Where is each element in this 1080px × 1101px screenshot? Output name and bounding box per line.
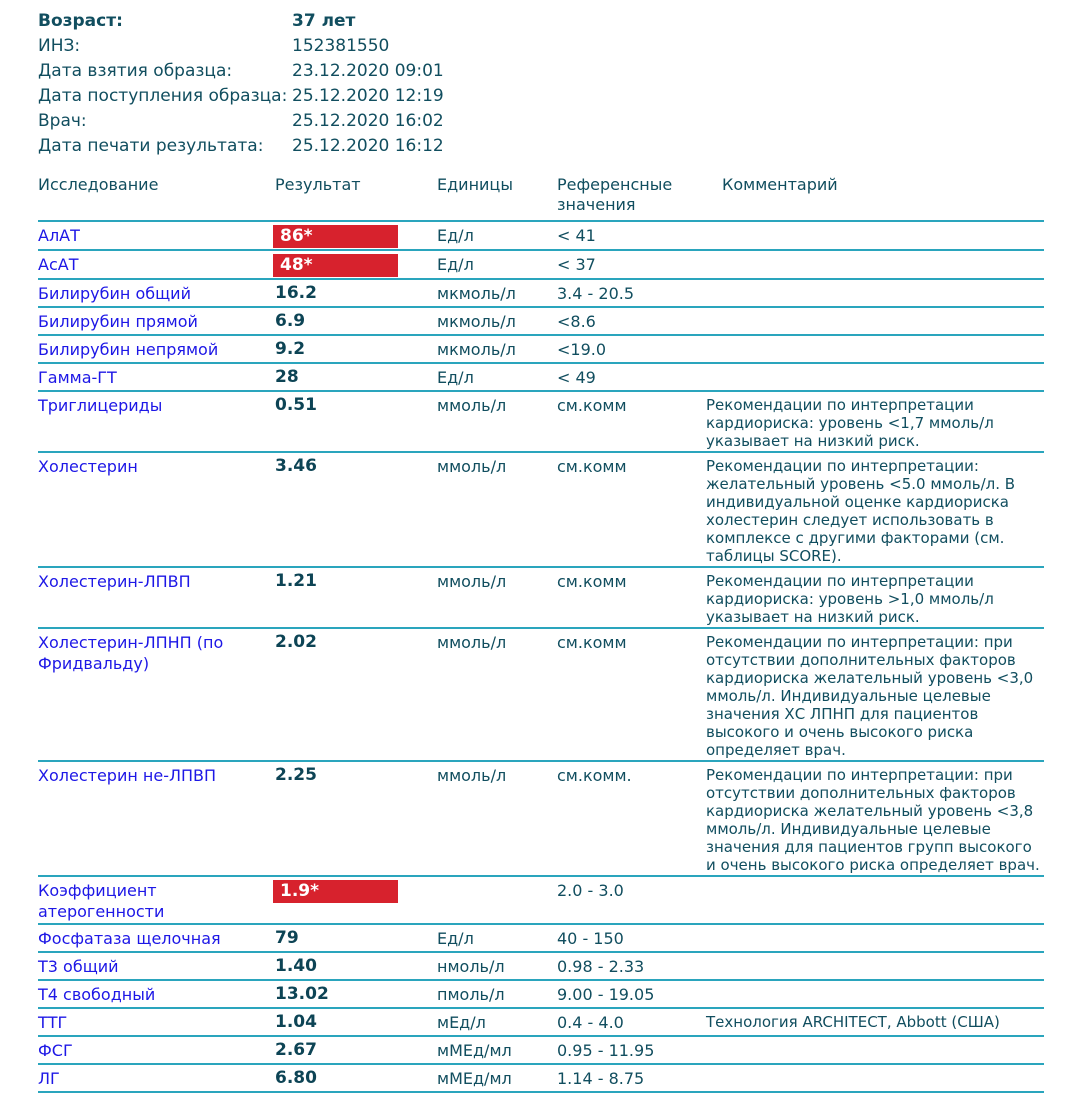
units-cell: ммоль/л <box>437 633 507 652</box>
comment-cell: Рекомендации по интерпретации кардиориска: уровень <1,7 ммоль/л указывает на низкий риск. <box>706 396 994 450</box>
result-cell <box>275 1040 437 1061</box>
table-header-row <box>38 175 1044 220</box>
result-cell <box>275 1068 437 1089</box>
result-value: 0.51 <box>275 395 317 415</box>
info-row <box>38 84 1044 109</box>
table-row <box>38 760 1044 875</box>
abnormal-result-highlight: 1.9* <box>273 880 398 903</box>
info-label: ИНЗ: <box>38 36 81 56</box>
reference-range-cell: 1.14 - 8.75 <box>557 1069 645 1088</box>
reference-range-cell: <19.0 <box>557 340 607 359</box>
comment-cell: Технология ARCHITECT, Abbott (США) <box>706 1013 1000 1031</box>
result-cell <box>275 632 437 653</box>
comment-cell: Рекомендации по интерпретации: желательный уровень <5.0 ммоль/л. В индивидуальной оценке кардиориска холестерин следует использовать в комплексе с другими факторами (см. таблицы SCORE). <box>706 457 1016 565</box>
table-row <box>38 1007 1044 1035</box>
table-row <box>38 923 1044 951</box>
result-value: 2.02 <box>275 632 317 652</box>
comment-cell <box>706 254 1044 255</box>
table-row <box>38 979 1044 1007</box>
header-comment: Комментарий <box>722 175 838 194</box>
result-value: 1.40 <box>275 956 317 976</box>
table-row <box>38 1035 1044 1063</box>
units-cell: ммоль/л <box>437 457 507 476</box>
test-name: ТТГ <box>38 1013 68 1032</box>
comment-cell <box>706 283 1044 284</box>
header-test: Исследование <box>38 175 159 194</box>
table-row <box>38 627 1044 760</box>
reference-range-cell: 2.0 - 3.0 <box>557 881 624 900</box>
info-row <box>38 9 1044 34</box>
info-value: 25.12.2020 16:12 <box>292 136 444 156</box>
table-row <box>38 334 1044 362</box>
reference-range-cell: 0.95 - 11.95 <box>557 1041 655 1060</box>
result-cell <box>275 254 437 277</box>
info-value: 23.12.2020 09:01 <box>292 61 444 81</box>
reference-range-cell: см.комм <box>557 396 627 415</box>
comment-cell <box>706 956 1044 957</box>
reference-range-cell: 40 - 150 <box>557 929 624 948</box>
test-name: АсАТ <box>38 255 79 274</box>
reference-range-cell: < 37 <box>557 255 596 274</box>
units-cell: Ед/л <box>437 929 474 948</box>
result-cell <box>275 367 437 388</box>
result-value: 1.21 <box>275 571 317 591</box>
header-result: Результат <box>275 175 361 194</box>
units-cell: нмоль/л <box>437 957 505 976</box>
units-cell: мМЕд/мл <box>437 1041 512 1060</box>
test-name: Фосфатаза щелочная <box>38 929 221 948</box>
test-name: Холестерин <box>38 457 138 476</box>
comment-cell: Рекомендации по интерпретации: при отсутствии дополнительных факторов кардиориска желательный уровень <3,8 ммоль/л. Индивидуальные целевые значения для пациентов групп высокого и очень высокого риска определяет врач. <box>706 766 1040 874</box>
units-cell: ммоль/л <box>437 572 507 591</box>
abnormal-result-highlight: 48* <box>273 254 398 277</box>
test-name: Холестерин-ЛПВП <box>38 572 191 591</box>
reference-range-cell: 9.00 - 19.05 <box>557 985 655 1004</box>
result-value: 3.46 <box>275 456 317 476</box>
comment-cell <box>706 367 1044 368</box>
result-cell <box>275 984 437 1005</box>
units-cell: мкмоль/л <box>437 284 516 303</box>
table-row <box>38 249 1044 278</box>
reference-range-cell: см.комм <box>557 572 627 591</box>
result-value: 28 <box>275 367 299 387</box>
comment-cell <box>706 880 1044 881</box>
reference-range-cell: 0.4 - 4.0 <box>557 1013 624 1032</box>
result-cell <box>275 880 437 903</box>
comment-cell <box>706 1040 1044 1041</box>
comment-cell <box>706 928 1044 929</box>
result-cell <box>275 765 437 786</box>
result-value: 79 <box>275 928 299 948</box>
comment-cell <box>706 311 1044 312</box>
header-reference: Референсные значения <box>557 175 673 214</box>
result-cell <box>275 1012 437 1033</box>
info-value: 37 лет <box>292 11 356 31</box>
units-cell: мкмоль/л <box>437 312 516 331</box>
info-row <box>38 34 1044 59</box>
reference-range-cell: см.комм. <box>557 766 632 785</box>
info-label: Дата взятия образца: <box>38 61 233 81</box>
result-value: 1.04 <box>275 1012 317 1032</box>
results-table <box>38 175 1044 1093</box>
abnormal-result-highlight: 86* <box>273 225 398 248</box>
test-name: Т3 общий <box>38 957 119 976</box>
reference-range-cell: <8.6 <box>557 312 596 331</box>
table-row <box>38 362 1044 390</box>
result-value: 9.2 <box>275 339 306 359</box>
info-label: Дата поступления образца: <box>38 86 288 106</box>
test-name: Билирубин непрямой <box>38 340 219 359</box>
units-cell: Ед/л <box>437 368 474 387</box>
info-label: Возраст: <box>38 11 123 31</box>
result-value: 16.2 <box>275 283 317 303</box>
reference-range-cell: см.комм <box>557 457 627 476</box>
units-cell: ммоль/л <box>437 396 507 415</box>
comment-cell <box>706 1068 1044 1069</box>
test-name: ЛГ <box>38 1069 60 1088</box>
test-name: ФСГ <box>38 1041 73 1060</box>
info-value: 152381550 <box>292 36 390 56</box>
info-label: Врач: <box>38 111 87 131</box>
units-cell: Ед/л <box>437 255 474 274</box>
reference-range-cell: < 41 <box>557 226 596 245</box>
comment-cell <box>706 339 1044 340</box>
units-cell: мЕд/л <box>437 1013 486 1032</box>
units-cell: Ед/л <box>437 226 474 245</box>
units-cell: ммоль/л <box>437 766 507 785</box>
reference-range-cell: 3.4 - 20.5 <box>557 284 635 303</box>
test-name: АлАТ <box>38 226 80 245</box>
result-cell <box>275 571 437 592</box>
result-value: 13.02 <box>275 984 329 1004</box>
info-row <box>38 134 1044 159</box>
table-row <box>38 278 1044 306</box>
test-name: Триглицериды <box>38 396 163 415</box>
result-cell <box>275 956 437 977</box>
info-value: 25.12.2020 12:19 <box>292 86 444 106</box>
test-name: Холестерин-ЛПНП (по Фридвальду) <box>38 633 224 673</box>
result-cell <box>275 311 437 332</box>
info-label: Дата печати результата: <box>38 136 264 156</box>
header-units: Единицы <box>437 175 513 194</box>
comment-cell <box>706 984 1044 985</box>
reference-range-cell: 0.98 - 2.33 <box>557 957 645 976</box>
table-row <box>38 1063 1044 1091</box>
result-value: 6.9 <box>275 311 306 331</box>
table-row <box>38 306 1044 334</box>
reference-range-cell: см.комм <box>557 633 627 652</box>
result-value: 2.67 <box>275 1040 317 1060</box>
test-name: Билирубин прямой <box>38 312 198 331</box>
test-name: Коэффициент атерогенности <box>38 881 165 921</box>
result-value: 2.25 <box>275 765 317 785</box>
units-cell: пмоль/л <box>437 985 505 1004</box>
table-row <box>38 451 1044 566</box>
table-row <box>38 566 1044 627</box>
result-cell <box>275 283 437 304</box>
result-cell <box>275 225 437 248</box>
result-value: 6.80 <box>275 1068 317 1088</box>
table-body <box>38 220 1044 1093</box>
result-cell <box>275 395 437 416</box>
test-name: Билирубин общий <box>38 284 191 303</box>
units-cell: мМЕд/мл <box>437 1069 512 1088</box>
test-name: Т4 свободный <box>38 985 156 1004</box>
reference-range-cell: < 49 <box>557 368 596 387</box>
table-row <box>38 220 1044 249</box>
patient-info-block <box>0 0 1080 159</box>
info-row <box>38 109 1044 134</box>
comment-cell: Рекомендации по интерпретации: при отсутствии дополнительных факторов кардиориска желательный уровень <3,0 ммоль/л. Индивидуальные целевые значения ХС ЛПНП для пациентов высокого и очень высокого риска определяет врач. <box>706 633 1034 759</box>
result-cell <box>275 928 437 949</box>
info-value: 25.12.2020 16:02 <box>292 111 444 131</box>
table-row <box>38 875 1044 923</box>
info-row <box>38 59 1044 84</box>
comment-cell: Рекомендации по интерпретации кардиориска: уровень >1,0 ммоль/л указывает на низкий риск. <box>706 572 994 626</box>
table-row <box>38 390 1044 451</box>
table-row <box>38 951 1044 979</box>
result-cell <box>275 456 437 477</box>
test-name: Гамма-ГТ <box>38 368 117 387</box>
result-cell <box>275 339 437 360</box>
units-cell: мкмоль/л <box>437 340 516 359</box>
comment-cell <box>706 225 1044 226</box>
test-name: Холестерин не-ЛПВП <box>38 766 217 785</box>
